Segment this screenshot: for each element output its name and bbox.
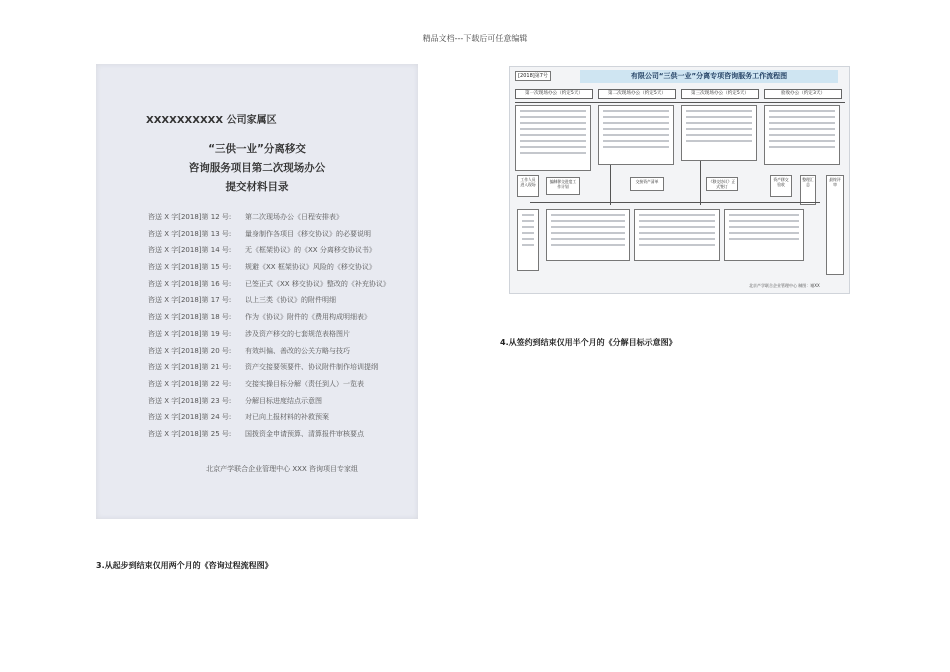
catalog-item-text: 分解目标进度结点示意图 [245,396,322,405]
flow-connector [515,102,845,103]
catalog-item [148,379,390,396]
catalog-item [148,429,390,446]
catalog-item-code: 咨送 X 字[2018]第 12 号: [148,213,232,221]
catalog-item-text: 量身制作各项目《移交协议》的必要说明 [245,229,371,238]
catalog-item-code: 咨送 X 字[2018]第 16 号: [148,279,232,288]
flow-task-box-7 [724,209,804,261]
catalog-item-code: 咨送 X 字[2018]第 15 号: [148,263,232,272]
flow-title: 有限公司“三供一业”分离专项咨询服务工作流程图 [580,70,838,83]
flow-task-box-3 [681,105,757,161]
catalog-item [148,245,390,262]
catalog-item [148,229,390,246]
catalog-item-text: 作为《协议》附件的《费用构成明细表》 [245,313,371,322]
catalog-item [148,279,390,296]
catalog-item-text: 规避《XX 框架协议》风险的《移交协议》 [245,263,376,272]
catalog-item-code: 咨送 X 字[2018]第 22 号: [148,379,232,388]
flow-step-box: 整理汇总 [800,175,816,205]
catalog-item [148,412,390,429]
flow-task-box-6 [634,209,720,261]
caption-left: 3.从起步到结束仅用两个月的《咨询过程流程图》 [96,561,273,570]
flow-side-box [517,209,539,271]
catalog-item-text: 涉及资产移交的七套规范表格图片 [245,329,350,338]
catalog-item-code: 咨送 X 字[2018]第 23 号: [148,396,232,405]
catalog-item-text: 对已向上报材料的补救预案 [245,413,329,422]
catalog-item [148,295,390,312]
company-name: XXXXXXXXXX 公司家属区 [146,115,277,126]
catalog-item-text: 第二次现场办公《日程安排表》 [245,213,343,221]
catalog-item-code: 咨送 X 字[2018]第 24 号: [148,413,232,422]
catalog-item-text: 已签正式《XX 移交协议》整改的《补充协议》 [245,279,390,288]
flow-step-box: 交接资产清单 [630,177,664,191]
workflow-chart-image [509,66,850,294]
catalog-item-text: 交接实操目标分解（责任到人）一览表 [245,379,364,388]
flow-step-box: 编制移交进度工作计划 [546,177,580,195]
catalog-list [148,212,390,446]
catalog-title-line-1: “三供一业”分离移交 [208,143,306,155]
catalog-item-code: 咨送 X 字[2018]第 25 号: [148,429,232,438]
flow-step-box: 工作人员进入现场 [517,175,539,197]
caption-right: 4.从签约到结束仅用半个月的《分解目标示意图》 [500,338,677,347]
catalog-item [148,346,390,363]
catalog-item-code: 咨送 X 字[2018]第 18 号: [148,313,232,322]
catalog-footer: 北京产学联合企业管理中心 XXX 咨询项目专家组 [206,465,358,473]
flow-phase-4: 验收办公（约定3天） [764,89,842,99]
flow-step-box: 《移交协议》正式签订 [706,177,738,191]
catalog-item-code: 咨送 X 字[2018]第 19 号: [148,329,232,338]
catalog-title-line-3: 提交材料目录 [225,181,289,193]
flow-task-box-2 [598,105,674,165]
flow-phase-1: 第一次现场办公（约定5天） [515,89,593,99]
flow-phase-3: 第三次现场办公（约定5天） [681,89,759,99]
flow-connector [530,202,820,203]
catalog-item [148,262,390,279]
page-header-note: 精品文档---下载后可任意编辑 [422,34,528,43]
scanned-catalog-page [96,64,418,519]
catalog-item-code: 咨送 X 字[2018]第 14 号: [148,246,232,255]
flow-phase-2: 第二次现场办公（约定5天） [598,89,676,99]
catalog-item [148,362,390,379]
flow-connector [610,165,611,205]
flow-doc-tag: [2018]第7号 [515,71,551,81]
catalog-item [148,329,390,346]
catalog-item [148,312,390,329]
flow-task-box-1 [515,105,591,171]
catalog-item-code: 咨送 X 字[2018]第 17 号: [148,296,232,305]
flow-footer: 北京产学联合企业管理中心 制图：谢XX [749,283,820,288]
flow-task-box-4 [764,105,840,165]
catalog-item-code: 咨送 X 字[2018]第 21 号: [148,363,232,372]
catalog-item [148,396,390,413]
catalog-item-text: 资产交接要领要件、协议附件制作培训提纲 [245,363,378,372]
flow-connector [700,161,701,205]
catalog-item-code: 咨送 X 字[2018]第 20 号: [148,346,232,355]
catalog-item [148,212,390,229]
flow-task-box-5 [546,209,630,261]
catalog-item-text: 有效纠偏、善改的公关方略与技巧 [245,346,350,355]
catalog-item-text: 以上三类《协议》的附件明细 [245,296,336,305]
catalog-item-code: 咨送 X 字[2018]第 13 号: [148,229,232,238]
flow-step-box: 资产移交验收 [770,175,792,197]
catalog-item-text: 无《框架协议》的《XX 分离移交协议书》 [245,246,376,255]
flow-step-box: 最终评审 [826,175,844,275]
catalog-title-line-2: 咨询服务项目第二次现场办公 [188,162,326,174]
catalog-item-text: 国拨资金申请预算、清算报件审核要点 [245,429,364,438]
